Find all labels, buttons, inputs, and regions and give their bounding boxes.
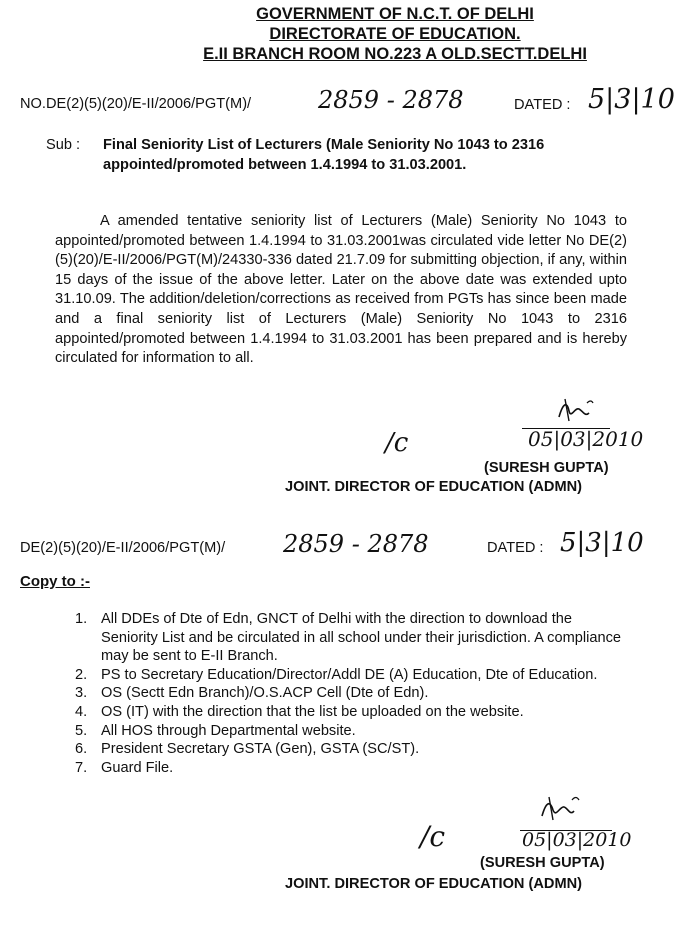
reference-number: NO.DE(2)(5)(20)/E-II/2006/PGT(M)/ — [20, 96, 252, 112]
body-text: A amended tentative seniority list of Lecturers (Male) Seniority No 1043 to appointed/promoted between 1.4.1994 to 31.03.2001was circulated vide letter No DE(2)(5)(20)/E-II/2006/PGT(M)/24330-336 dated 21.7.09 for submitting objection, if any, within 15 days of the issue of the above letter. Later on the above date was extended upto 31.10.09. The addition/deletion/corrections as received from PGTs has since been made and a final seniority list of Lecturers (Male) Seniority No 1043 to 2316 appointed/promoted between 1.4.1994 to 31.03.2001 has been prepared and is hereby circulated for information to all. — [55, 213, 627, 367]
handwritten-date: 5|3|10 — [588, 84, 675, 115]
subject-line-1: Final Seniority List of Lecturers (Male Seniority No 1043 to 2316 — [103, 137, 545, 153]
copy-to-heading: Copy to :- — [20, 573, 90, 590]
header-branch: E.II BRANCH ROOM NO.223 A OLD.SECTT.DELHI — [203, 45, 587, 63]
header-government: GOVERNMENT OF N.C.T. OF DELHI — [256, 5, 534, 23]
dated-label-2: DATED : — [487, 540, 544, 556]
signature-scribble — [555, 397, 595, 425]
handwritten-reference-number-2: 2859 - 2878 — [283, 530, 429, 558]
signature-2 — [538, 794, 582, 824]
initials-mark: /c — [385, 428, 409, 458]
copy-to-list — [70, 610, 630, 777]
handwritten-sign-date: 05|03|2010 — [528, 427, 644, 451]
handwritten-reference-number: 2859 - 2878 — [318, 86, 464, 114]
list-item: 1. All DDEs of Dte of Edn, GNCT of Delhi with the direction to download the Seniority List and be circulated in all school under their jurisdiction. A compliance may be sent to E-II Branch. — [75, 611, 621, 665]
list-item: 7. Guard File. — [75, 759, 174, 776]
dated-label: DATED : — [514, 97, 571, 113]
signatory-name: (SURESH GUPTA) — [484, 460, 609, 476]
body-paragraph — [55, 212, 627, 369]
list-item: 2. PS to Secretary Education/Director/Addl DE (A) Education, Dte of Education. — [75, 666, 598, 683]
signatory-designation: JOINT. DIRECTOR OF EDUCATION (ADMN) — [285, 479, 583, 495]
signature-scribble-2 — [538, 794, 582, 824]
list-item: 6. President Secretary GSTA (Gen), GSTA (SC/ST). — [75, 741, 420, 758]
handwritten-sign-date-2: 05|03|2010 — [522, 829, 632, 851]
initials-mark-2: /c — [420, 820, 446, 853]
list-item: 5. All HOS through Departmental website. — [75, 722, 356, 739]
list-item: 3. OS (Sectt Edn Branch)/O.S.ACP Cell (Dte of Edn). — [75, 685, 429, 702]
signatory-name-2: (SURESH GUPTA) — [480, 855, 605, 871]
subject-label: Sub : — [46, 137, 81, 153]
header-directorate: DIRECTORATE OF EDUCATION. — [269, 25, 521, 43]
handwritten-date-2: 5|3|10 — [560, 528, 644, 558]
signatory-designation-2: JOINT. DIRECTOR OF EDUCATION (ADMN) — [285, 876, 583, 892]
list-item: 4. OS (IT) with the direction that the list be uploaded on the website. — [75, 703, 524, 720]
signature-1 — [555, 397, 595, 425]
subject-line-2: appointed/promoted between 1.4.1994 to 31.03.2001. — [103, 157, 467, 173]
reference-number-2: DE(2)(5)(20)/E-II/2006/PGT(M)/ — [20, 540, 226, 556]
